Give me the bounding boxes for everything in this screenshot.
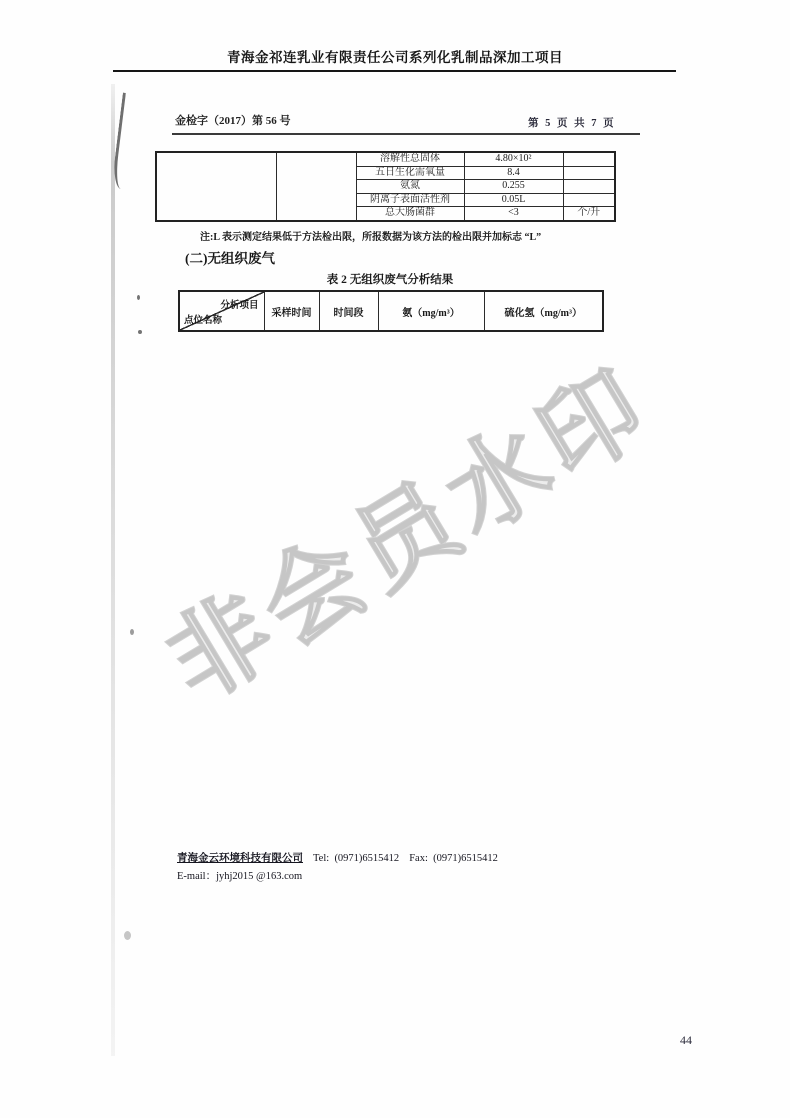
- unit-cell: [563, 180, 615, 194]
- fax-label: Fax:: [409, 853, 428, 864]
- param-cell: 总大肠菌群: [356, 207, 464, 221]
- param-cell: 氨氮: [356, 180, 464, 194]
- scan-spot-artifact: [138, 330, 142, 334]
- page-indicator: 第 5 页 共 7 页: [528, 118, 616, 129]
- document-number: 金检字（2017）第 56 号: [175, 115, 291, 127]
- unit-cell: 个/升: [563, 207, 615, 221]
- unit-cell: [563, 166, 615, 180]
- table-caption: 表 2 无组织废气分析结果: [326, 274, 454, 286]
- document-number-underline: [172, 133, 640, 135]
- scan-spot-artifact: [130, 629, 134, 635]
- value-cell: 0.05L: [464, 193, 563, 207]
- email-address: jyhj2015 @163.com: [216, 871, 303, 882]
- footer-line-1: [177, 850, 498, 865]
- value-cell: 4.80×10²: [464, 152, 563, 166]
- document-header-title: 青海金祁连乳业有限责任公司系列化乳制品深加工项目: [227, 50, 563, 65]
- footer-line-2: [177, 868, 498, 883]
- header-site-name: 点位名称: [184, 316, 223, 326]
- param-cell: 五日生化需氧量: [356, 166, 464, 180]
- value-cell: 8.4: [464, 166, 563, 180]
- header-analysis-item: 分析项目: [220, 301, 259, 311]
- footer-contact-block: [177, 850, 498, 883]
- param-cell: 溶解性总固体: [356, 152, 464, 166]
- unit-cell: [563, 193, 615, 207]
- merged-blank-cell: [276, 152, 356, 221]
- diagonal-header-cell: [179, 291, 264, 331]
- header-ammonia: 氨（mg/m³）: [378, 291, 484, 331]
- param-cell: 阴离子表面活性剂: [356, 193, 464, 207]
- scan-spot-artifact: [124, 931, 131, 940]
- email-label: E-mail：: [177, 871, 217, 882]
- merged-blank-cell: [156, 152, 276, 221]
- scan-fold-artifact: [111, 93, 137, 190]
- company-name: 青海金云环境科技有限公司: [177, 853, 303, 864]
- scan-edge-artifact: [111, 84, 115, 1056]
- header-period: 时间段: [319, 291, 378, 331]
- tel-number: (0971)6515412: [334, 853, 400, 864]
- gas-analysis-table: [178, 290, 604, 332]
- watermark-text: 非会员水印: [149, 348, 670, 722]
- header-sample-time: 采样时间: [264, 291, 319, 331]
- header-hydrogen-sulfide: 硫化氢（mg/m³）: [484, 291, 603, 331]
- water-analysis-table: [155, 151, 616, 222]
- detection-limit-note: 注:L 表示测定结果低于方法检出限，所报数据为该方法的检出限并加标志 “L”: [200, 232, 542, 243]
- tel-label: Tel:: [313, 853, 330, 864]
- scan-spot-artifact: [137, 295, 140, 300]
- header-divider: [113, 70, 676, 72]
- section-heading: (二)无组织废气: [185, 251, 275, 266]
- unit-cell: [563, 152, 615, 166]
- gas-table-header-row: [179, 291, 603, 331]
- fax-number: (0971)6515412: [433, 853, 498, 864]
- value-cell: <3: [464, 207, 563, 221]
- value-cell: 0.255: [464, 180, 563, 194]
- page-number: 44: [680, 1033, 692, 1047]
- table-row: [156, 152, 615, 166]
